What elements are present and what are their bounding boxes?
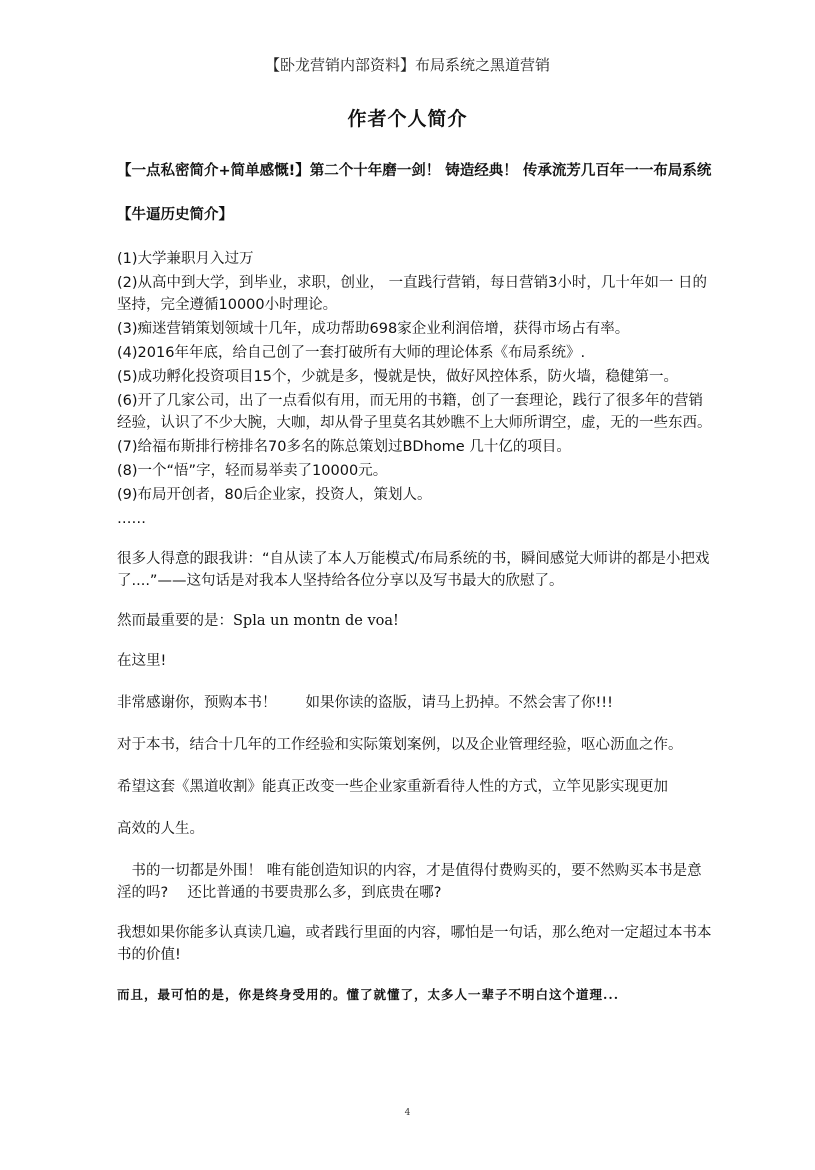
paragraph-closing: 而且，最可怕的是，你是终身受用的。懂了就懂了，太多人一辈子不明白这个道理...	[117, 987, 620, 1002]
page-number: 4	[404, 1108, 411, 1118]
list-item: (8)一个“悟”字，轻而易举卖了10000元。	[117, 463, 388, 479]
paragraph-value: 书的一切都是外围！ 唯有能创造知识的内容，才是值得付费购买的，要不然购买本书是意淫的吗? 还比普通的书要贵那么多，到底贵在哪?	[117, 863, 702, 901]
paragraph-here: 在这里!	[117, 653, 167, 669]
list-item: (4)2016年年底，给自己创了一套打破所有大师的理论体系《布局系统》.	[117, 345, 586, 361]
list-item: (5)成功孵化投资项目15个，少就是多，慢就是快，做好风控体系，防火墙，稳健第一。	[117, 369, 678, 385]
paragraph-hope-cont: 高效的人生。	[117, 821, 204, 837]
paragraph-read: 我想如果你能多认真读几遍，或者践行里面的内容，哪怕是一句话，那么绝对一定超过本书本书的价值!	[117, 925, 712, 963]
paragraph-feedback: 很多人得意的跟我讲：“自从读了本人万能模式/布局系统的书，瞬间感觉大师讲的都是小把戏了....”——这句话是对我本人坚持给各位分享以及写书最大的欣慰了。	[117, 551, 710, 589]
page-header: 【卧龙营销内部资料】布局系统之黑道营销	[264, 56, 550, 74]
paragraph-most-important	[117, 610, 712, 632]
history-ellipsis: ……	[117, 511, 146, 527]
paragraph-about-book: 对于本书，结合十几年的工作经验和实际策划案例，以及企业管理经验，呕心沥血之作。	[117, 737, 683, 753]
history-heading: 【牛逼历史简介】	[117, 207, 233, 223]
foreign-phrase: Spla un montn de voa!	[233, 613, 399, 629]
most-important-label: 然而最重要的是：	[117, 613, 233, 629]
page-title: 作者个人简介	[347, 108, 468, 130]
list-item: (6)开了几家公司，出了一点看似有用，而无用的书籍，创了一套理论，践行了很多年的营销经验，认识了不少大腕，大咖，却从骨子里莫名其妙瞧不上大师所谓空，虚，无的一些东西。	[117, 393, 712, 431]
list-item: (9)布局开创者，80后企业家，投资人，策划人。	[117, 487, 432, 503]
paragraph-thanks: 非常感谢你，预购本书！ 如果你读的盗版，请马上扔掉。不然会害了你!!!	[117, 695, 613, 711]
history-list	[117, 248, 712, 506]
paragraph-hope: 希望这套《黑道收割》能真正改变一些企业家重新看待人性的方式，立竿见影实现更加	[117, 779, 668, 795]
intro-line: 【一点私密简介+简单感慨!】第二个十年磨一剑！ 铸造经典！ 传承流芳几百年一一布局系统	[117, 163, 712, 179]
list-item: (1)大学兼职月入过万	[117, 251, 254, 267]
document-body	[117, 160, 712, 1006]
list-item: (2)从高中到大学，到毕业，求职，创业， 一直践行营销，每日营销3小时，几十年如一 日的坚持，完全遵循10000小时理论。	[117, 275, 707, 313]
list-item: (7)给福布斯排行榜排名70多名的陈总策划过BDhome 几十亿的项目。	[117, 439, 571, 455]
list-item: (3)痴迷营销策划领域十几年，成功帮助698家企业利润倍增，获得市场占有率。	[117, 321, 630, 337]
